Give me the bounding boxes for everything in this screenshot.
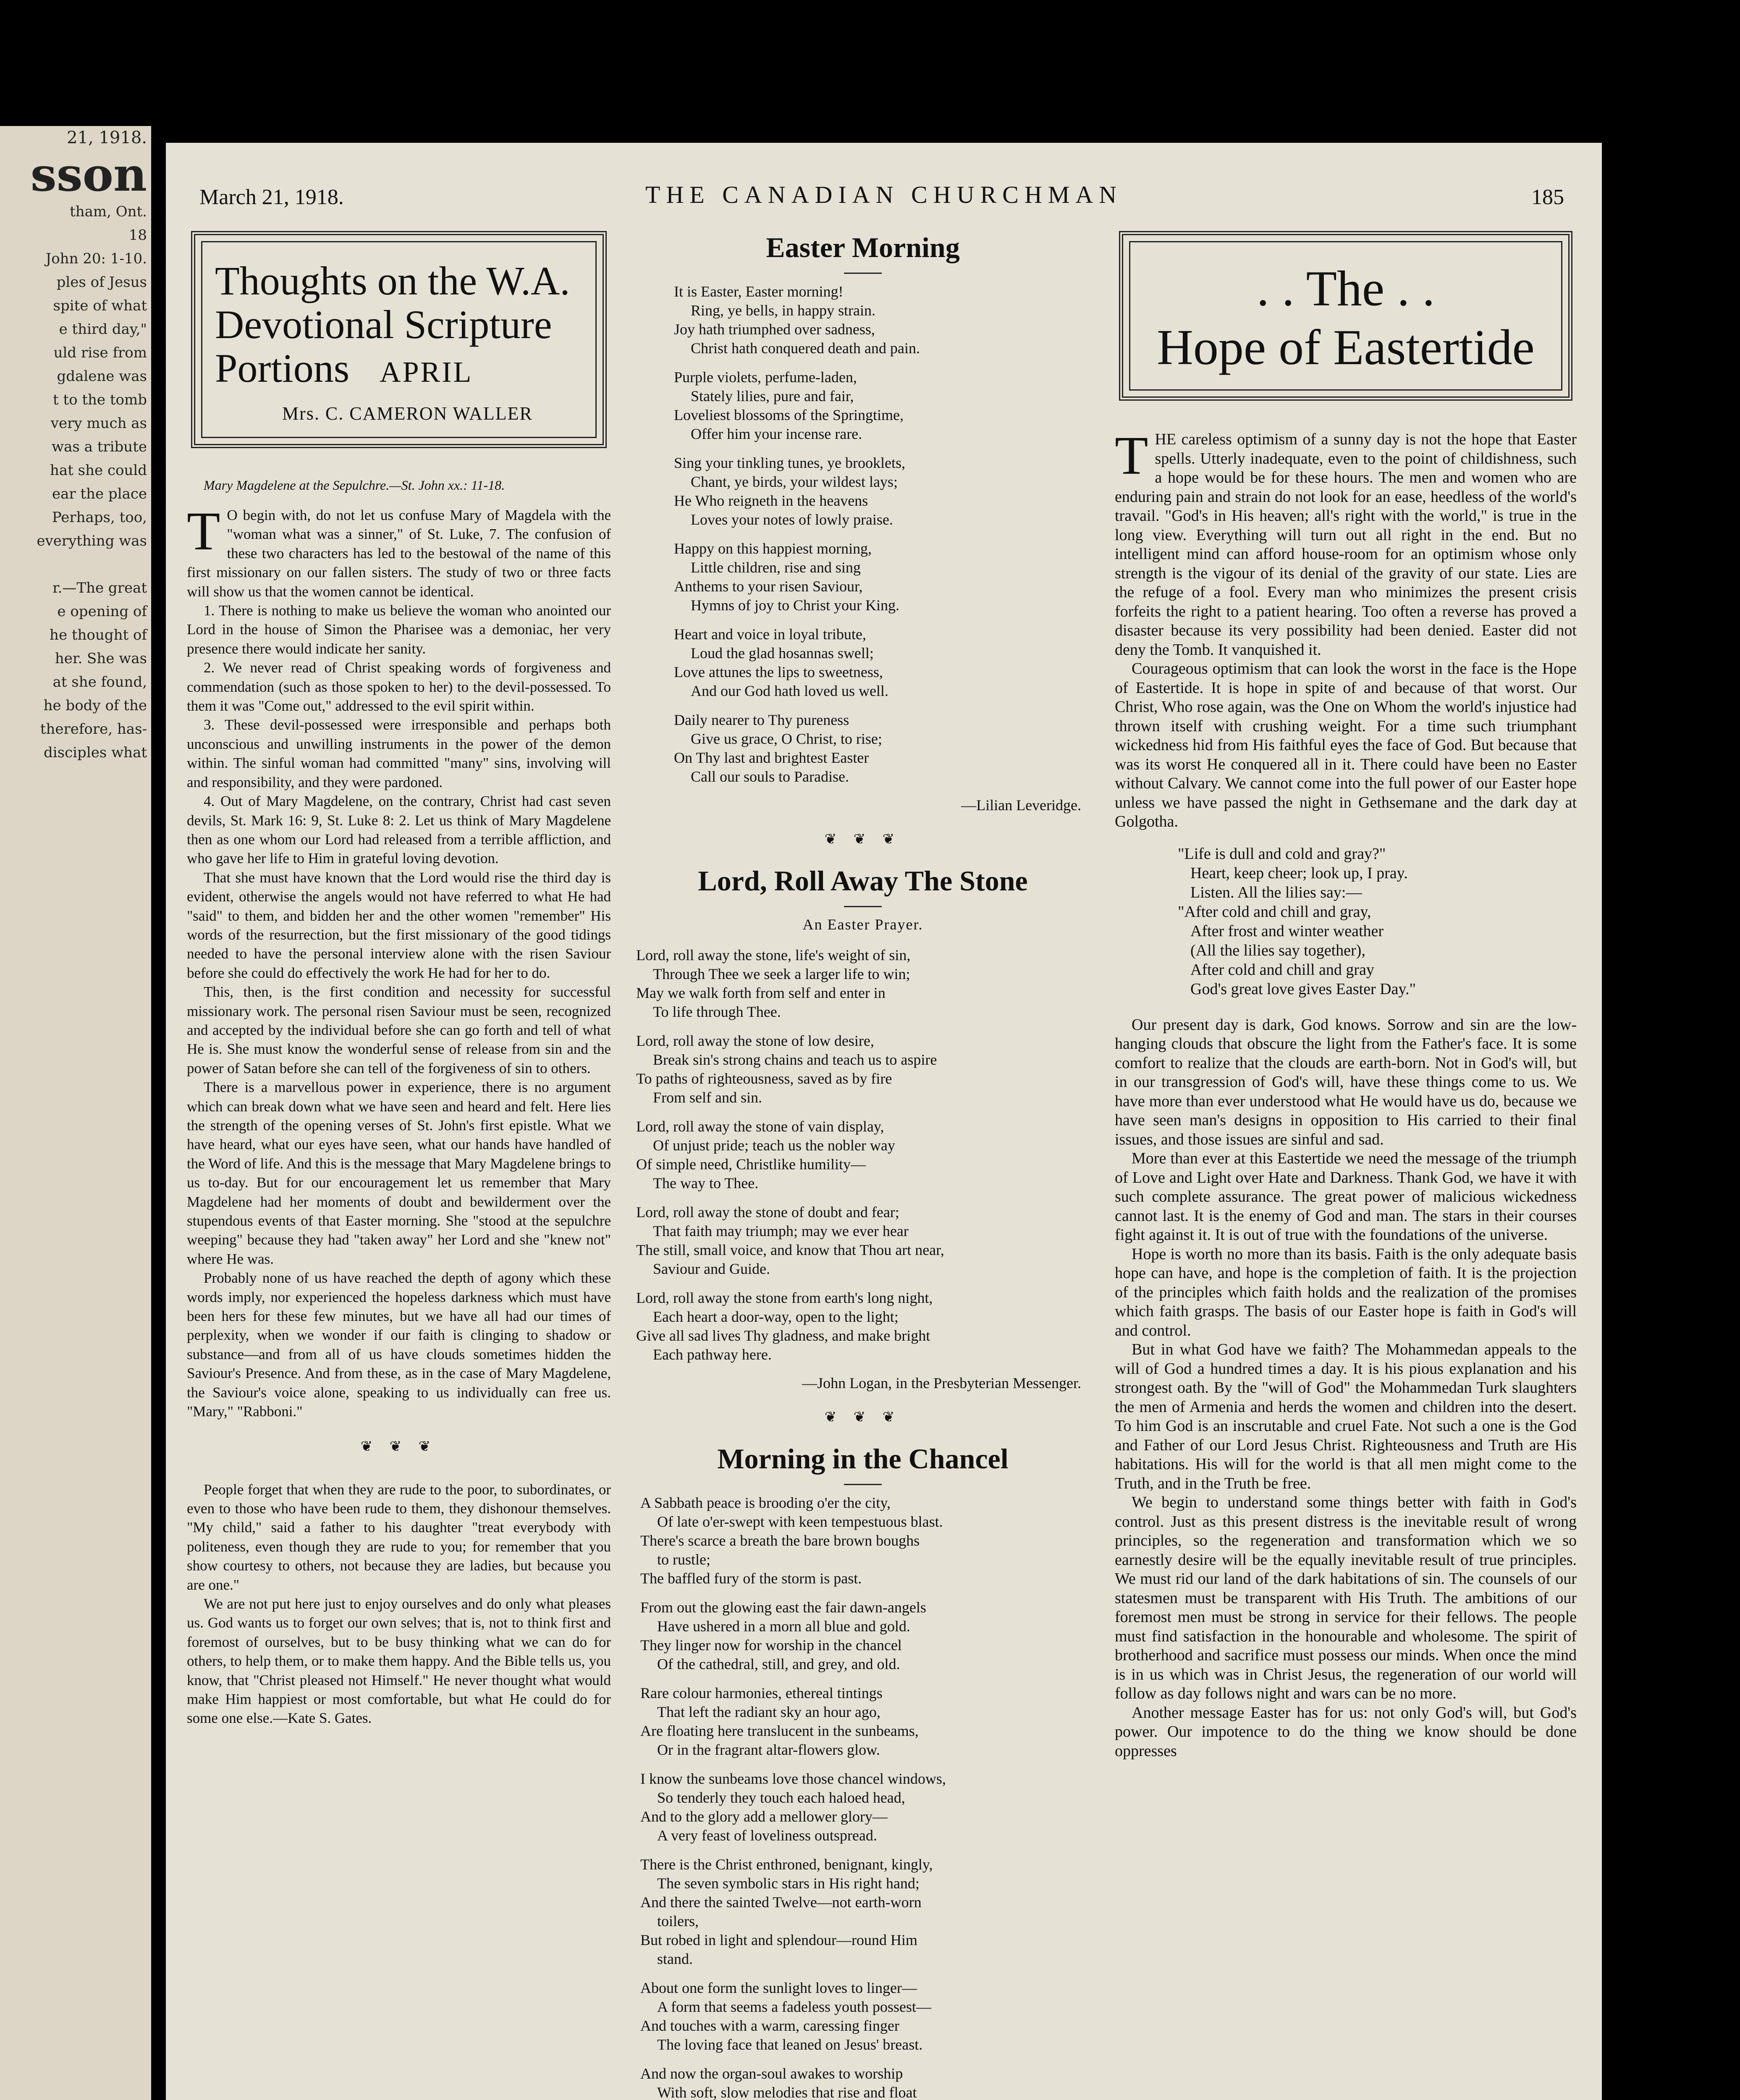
paragraph: Courageous optimism that can look the worst in the face is the Hope of Eastertide. It is hope in spite of and because of that worst. Our Christ, Who rose again, was the One on Whom the world's injustice had thrown itself with crushing weight. For a time such triumphant wickedness hid from His faithful eyes the face of God. But because that was its worst He conquered all in it. There could have been no Easter without Calvary. We cannot come into the full power of our Easter hope unless we have passed the night in Gethsemane and the dark day at Golgotha.: [1115, 660, 1577, 830]
poem-line: Offer him your incense rare.: [691, 425, 862, 442]
poem-line: Break sin's strong chains and teach us to aspire: [653, 1051, 937, 1068]
spine-line: was a tribute: [52, 438, 147, 455]
poem-line: From self and sin.: [653, 1089, 762, 1106]
spine-line: very much as: [50, 415, 147, 432]
poem-line: On Thy last and brightest Easter: [674, 749, 869, 766]
poem-line: Daily nearer to Thy pureness: [674, 711, 849, 728]
poem-line: To life through Thee.: [653, 1003, 781, 1020]
spine-line: e third day,": [59, 321, 147, 338]
quote-line: God's great love gives Easter Day.": [1190, 980, 1416, 998]
spine-line: at she found,: [52, 674, 147, 690]
poem-line: There is the Christ enthroned, benignant, kingly,: [640, 1856, 933, 1873]
poem-stanza: [674, 368, 1090, 444]
poem-line: With soft, slow melodies that rise and float: [657, 2084, 917, 2100]
paragraph: This, then, is the first condition and necessity for successful missionary work. The personal risen Saviour must be seen, recognized and accepted by the individual before she can go forth and tell of what He is. She must know the wonderful sense of release from sin and the power of Satan before she can tell of the forgiveness of sin to others.: [187, 984, 611, 1076]
wa-subhead: Mary Magdelene at the Sepulchre.—St. John xx.: 11-18.: [204, 478, 505, 493]
issue-date: March 21, 1918.: [199, 185, 344, 209]
poem-chancel: [640, 1494, 1090, 2100]
poem-line: Are floating here translucent in the sunbeams,: [640, 1722, 919, 1739]
middle-column: [636, 231, 1090, 2100]
quote-line: "Life is dull and cold and gray?": [1178, 845, 1386, 863]
poem-line: Loves your notes of lowly praise.: [691, 511, 893, 528]
paragraph: But in what God have we faith? The Mohammedan appeals to the will of God a hundred times a day. It is his pious explanation and his strongest oath. By the "will of God" the Mohammedan Turk slaughters the men of Armenia and herds the women and children into the desert. To him God is an inscrutable and cruel Fate. Not such a one is the God and Father of our Lord Jesus Christ. Righteousness and Truth are His habitations. His will for the world is that all men might come to the Truth, and in the Truth be free.: [1115, 1341, 1577, 1492]
poem-attribution: —John Logan, in the Presbyterian Messenger.: [802, 1375, 1081, 1391]
wa-article-body: [187, 501, 611, 1421]
poem-line: The baffled fury of the storm is past.: [640, 1570, 862, 1587]
poem-line: Love attunes the lips to sweetness,: [674, 664, 883, 680]
left-column: [187, 231, 611, 1728]
poem-line: But robed in light and splendour—round Him: [640, 1932, 917, 1948]
poem-line: I know the sunbeams love those chancel windows,: [640, 1770, 946, 1787]
poem-line: Of unjust pride; teach us the nobler way: [653, 1137, 895, 1154]
hope-quote: [1178, 844, 1577, 999]
paragraph: HE careless optimism of a sunny day is not the hope that Easter spells. Utterly inadequate, even to the point of childishness, such a hope would be for these hours. The men and women who are enduring pain and strain do not look for an ease, heedless of the world's travail. "God's in His heaven; all's right with the world," is true in the long view. Everything will turn out all right in the end. But no intelligent mind can afford house-room for an optimism whose only strength is the vigour of its denial of the gravity of our state. Lies are the refuge of a fool. Every man who minimizes the present crisis forfeits the right to a patient hearing. Too often a reverse has proved a disaster because its very possibility had been denied. Easter did not deny the Tomb. It vanquished it.: [1115, 430, 1577, 659]
poem-line: Lord, roll away the stone of vain display,: [636, 1118, 884, 1135]
spine-date: 21, 1918.: [67, 128, 147, 147]
newspaper-page: [166, 143, 1602, 2100]
spine-line: r.—The great: [52, 580, 147, 596]
paragraph: 4. Out of Mary Magdelene, on the contrary, Christ had cast seven devils, St. Mark 16: 9, St. Luke 8: 2. Let us think of Mary Magdelene then as one whom our Lord had released from a terrible affliction, and who gave her life to Him in grateful loving devotion.: [187, 793, 611, 867]
poem-line: Heart and voice in loyal tribute,: [674, 626, 866, 643]
spine-line: ear the place: [52, 486, 147, 502]
poem-line: Or in the fragrant altar-flowers glow.: [657, 1741, 880, 1758]
paragraph: O begin with, do not let us confuse Mary of Magdela with the "woman what was a sinner," of St. Luke, 7. The confusion of these two characters has led to the bestowal of the name of this first missionary on our fallen sisters. The study of two or three facts will show us that the women cannot be identical.: [187, 507, 611, 600]
quote-line: "After cold and chill and gray,: [1178, 903, 1371, 921]
poem-stanza: [640, 1684, 1090, 1759]
spine-text: [0, 126, 147, 764]
poem-line: Loud the glad hosannas swell;: [691, 645, 874, 662]
wa-title: Thoughts on the W.A. Devotional Scripture Portions APRIL: [215, 258, 570, 391]
title-rule: [844, 906, 882, 907]
poem-line: Hymns of joy to Christ your King.: [691, 597, 900, 614]
page-header: [166, 181, 1602, 214]
poem-line: From out the glowing east the fair dawn-angels: [640, 1599, 926, 1616]
poem-line: They linger now for worship in the chancel: [640, 1637, 902, 1654]
poem-stanza: [636, 1203, 1090, 1278]
poem-stanza: [640, 2064, 1090, 2100]
publication-title: THE CANADIAN CHURCHMAN: [645, 181, 1123, 208]
paragraph: More than ever at this Eastertide we need the message of the triumph of Love and Light over Hate and Darkness. Thank God, we have it with such complete assurance. The great power of malicious wickedness cannot last. It is the enemy of God and man. The stars in their courses fight against it. It is out of true with the foundations of the universe.: [1115, 1150, 1577, 1244]
poem-line: It is Easter, Easter morning!: [674, 283, 844, 300]
poem-title-chancel: Morning in the Chancel: [717, 1443, 1009, 1475]
ornament-divider: ❦ ❦ ❦: [360, 1438, 438, 1454]
poem-line: He Who reigneth in the heavens: [674, 492, 868, 509]
spine-line: disciples what: [44, 744, 147, 761]
poem-line: To paths of righteousness, saved as by fire: [636, 1070, 892, 1087]
poem-stanza: [636, 946, 1090, 1021]
paragraph: 2. We never read of Christ speaking words of forgiveness and commendation (such as those spoken to her) to the devil-possessed. To them it was "Come out," addressed to the evil spirit within.: [187, 659, 611, 714]
quote-line: Listen. All the lilies say:—: [1190, 883, 1362, 901]
spine-line: 18: [128, 227, 147, 244]
spine-line: her. She was: [55, 650, 147, 667]
quote-line: Heart, keep cheer; look up, I pray.: [1190, 864, 1408, 882]
poem-line: Call our souls to Paradise.: [691, 768, 849, 785]
poem-line: Of simple need, Christlike humility—: [636, 1156, 866, 1173]
page-number: 185: [1531, 185, 1564, 209]
spine-line: [0, 553, 147, 576]
poem-line: May we walk forth from self and enter in: [636, 984, 886, 1001]
spine-line: t to the tomb: [52, 391, 147, 408]
spine-lines: [0, 200, 147, 764]
poem-stanza: [640, 1979, 1090, 2054]
poem-line: Give us grace, O Christ, to rise;: [691, 730, 882, 747]
previous-page-spine: [0, 126, 151, 2100]
paragraph: There is a marvellous power in experience, there is no argument which can break down what we have seen and heard and felt. Here lies the strength of the opening verses of St. John's first epistle. What we have heard, what our eyes have seen, what our hands have handled of the Word of life. And this is the message that Mary Magdelene brings to us to-day. But for our encouragement let us remember that Mary Magdelene had her moments of doubt and bewilderment over the stupendous events of that Easter morning. She "stood at the sepulchre weeping" because they had "taken away" her Lord and she "knew not" where He was.: [187, 1079, 611, 1267]
poem-line: Anthems to your risen Saviour,: [674, 578, 863, 595]
poem-line: Each pathway here.: [653, 1346, 772, 1363]
wa-title-box: [191, 231, 607, 448]
spine-heading: sson: [30, 147, 147, 202]
paragraph: We are not put here just to enjoy ourselves and do only what pleases us. God wants us to forget our own selves; that is, not to think first and foremost of ourselves, but to be busy thinking what we can do for others, to help them, or to make them happy. And the Bible tells us, you know, that "Christ pleased not Himself." He never thought what would make Him happiest or most comfortable, but what He could do for some one else.—Kate S. Gates.: [187, 1595, 611, 1727]
poem-line: The loving face that leaned on Jesus' breast.: [657, 2036, 923, 2053]
spine-line: therefore, has-: [40, 721, 147, 738]
poem-line: So tenderly they touch each haloed head,: [657, 1789, 905, 1806]
poem-line: The seven symbolic stars in His right hand;: [657, 1875, 920, 1892]
hope-title-box: [1119, 231, 1572, 401]
hope-article-body: [1115, 425, 1577, 832]
poem-line: The still, small voice, and know that Thou art near,: [636, 1242, 944, 1258]
poem-stanza: [640, 1598, 1090, 1674]
poem-line: That left the radiant sky an hour ago,: [657, 1704, 880, 1720]
spine-line: spite of what: [53, 297, 147, 314]
poem-title-easter-morning: Easter Morning: [766, 231, 960, 263]
hope-article-body-continued: [1115, 1016, 1577, 1761]
ornament-divider: ❦ ❦ ❦: [824, 832, 901, 847]
poem-stanza: [674, 625, 1090, 701]
poem-title-roll-away: Lord, Roll Away The Stone: [698, 865, 1028, 897]
poem-line: Saviour and Guide.: [653, 1260, 770, 1277]
poem-easter-morning: [674, 282, 1090, 786]
poem-line: A form that seems a fadeless youth possest—: [657, 1998, 931, 2015]
spine-line: tham, Ont.: [70, 203, 147, 220]
gates-article-body: [187, 1480, 611, 1728]
right-column: [1115, 231, 1577, 1761]
spine-line: Perhaps, too,: [52, 509, 147, 526]
wa-month: APRIL: [380, 356, 473, 388]
poem-stanza: [636, 1289, 1090, 1364]
poem-line: Purple violets, perfume-laden,: [674, 369, 857, 386]
paragraph: 1. There is nothing to make us believe the woman who anointed our Lord in the house of Simon the Pharisee was a demoniac, her very presence there would indicate her sanity.: [187, 602, 611, 657]
spine-line: John 20: 1-10.: [45, 250, 147, 267]
poem-line: A Sabbath peace is brooding o'er the city,: [640, 1494, 891, 1511]
poem-line: Happy on this happiest morning,: [674, 540, 872, 557]
wa-author: Mrs. C. CAMERON WALLER: [282, 403, 533, 424]
paragraph: Probably none of us have reached the depth of agony which these words imply, nor experienced the hopeless darkness which must have been hers for these few minutes, but we have all had our times of perplexity, when we wonder if our faith is clinging to shadow or substance—and from all of us have clouds sometimes hidden the Saviour's Presence. And from these, as in the case of Mary Magdelene, the Saviour's voice alone, speaking to us individually can free us. "Mary," "Rabboni.": [187, 1270, 611, 1420]
poem-stanza: [640, 1855, 1090, 1969]
spine-line: hat she could: [50, 462, 147, 479]
poem-line: Christ hath conquered death and pain.: [691, 340, 920, 357]
poem-line: Give all sad lives Thy gladness, and make bright: [636, 1327, 930, 1344]
poem-stanza: [674, 454, 1090, 529]
poem-line: Lord, roll away the stone of low desire,: [636, 1032, 874, 1049]
poem-stanza: [640, 1769, 1090, 1845]
hope-title: . . The . . Hope of Eastertide: [1157, 260, 1535, 375]
poem-line: The way to Thee.: [653, 1175, 759, 1192]
spine-line: uld rise from: [53, 344, 147, 361]
poem-stanza: [636, 1032, 1090, 1107]
poem-line: Loveliest blossoms of the Springtime,: [674, 407, 904, 423]
poem-line: Sing your tinkling tunes, ye brooklets,: [674, 454, 905, 471]
poem-line: Lord, roll away the stone of doubt and fear;: [636, 1204, 899, 1221]
poem-line: And touches with a warm, caressing finger: [640, 2017, 899, 2034]
spine-line: everything was: [37, 533, 147, 549]
poem-roll-away: [636, 946, 1090, 1364]
poem-line: Ring, ye bells, in happy strain.: [691, 302, 875, 319]
poem-stanza: [674, 539, 1090, 615]
poem-line: There's scarce a breath the bare brown boughs: [640, 1532, 920, 1549]
paragraph: People forget that when they are rude to the poor, to subordinates, or even to those who have been rude to them, they dishonour themselves. "My child," said a father to his daughter "treat everybody with politeness, even though they are rude to you; for remember that you show courtesy to others, not because they are ladies, but because you are one.": [187, 1481, 611, 1593]
spine-line: gdalene was: [57, 368, 147, 385]
poem-line: And to the glory add a mellower glory—: [640, 1808, 888, 1825]
poem-line: Lord, roll away the stone from earth's long night,: [636, 1289, 933, 1306]
poem-line: toilers,: [657, 1913, 699, 1929]
poem-stanza: [640, 1494, 1090, 1588]
poem-line: Little children, rise and sing: [691, 559, 861, 576]
poem-stanza: [674, 711, 1090, 786]
paragraph: Another message Easter has for us: not only God's will, but God's power. Our impotence to do the thing we know should be done oppresses: [1115, 1704, 1577, 1760]
poem-line: stand.: [657, 1950, 693, 1967]
poem-stanza: [674, 282, 1090, 358]
quote-line: (All the lilies say together),: [1190, 941, 1365, 959]
poem-attribution: —Lilian Leveridge.: [961, 797, 1081, 814]
poem-line: A very feast of loveliness outspread.: [657, 1827, 877, 1844]
spine-line: ples of Jesus: [56, 274, 147, 291]
paragraph: 3. These devil-possessed were irresponsible and perhaps both unconscious and unwilling instruments in the power of the demon within. The sinful woman had committed "many" sins, involving will and responsibility, and they were pardoned.: [187, 717, 611, 790]
paragraph: That she must have known that the Lord would rise the third day is evident, otherwise the angels would not have referred to what He had "said" to them, and bidden her and the other women "remember" His words of the resurrection, but the first missionary of the good tidings needed to have the personal interview alone with the risen Saviour before she could do effectively the work He had for her to do.: [187, 869, 611, 981]
poem-line: Of the cathedral, still, and grey, and old.: [657, 1656, 900, 1672]
quote-line: After cold and chill and gray: [1190, 961, 1374, 979]
drop-cap: T: [187, 501, 220, 562]
spine-line: e opening of: [57, 603, 147, 620]
ornament-divider: ❦ ❦ ❦: [824, 1410, 901, 1425]
spine-line: he thought of: [50, 627, 147, 643]
poem-line: Lord, roll away the stone, life's weight of sin,: [636, 947, 911, 963]
poem-line: Of late o'er-swept with keen tempestuous blast.: [657, 1513, 943, 1530]
poem-line: And now the organ-soul awakes to worship: [640, 2065, 903, 2082]
poem-line: Stately lilies, pure and fair,: [691, 388, 854, 404]
poem-line: Have ushered in a morn all blue and gold.: [657, 1618, 910, 1635]
poem-stanza: [636, 1117, 1090, 1193]
poem-line: About one form the sunlight loves to linger—: [640, 1979, 917, 1996]
paragraph: Hope is worth no more than its basis. Faith is the only adequate basis hope can have, and hope is the completion of faith. It is the projection of the principles which faith holds and the realization of the promises which faith grasps. The basis of our Easter hope is faith in God's will and control.: [1115, 1245, 1577, 1339]
title-rule: [844, 1484, 882, 1485]
paragraph: We begin to understand some things better with faith in God's control. Just as this present distress is the inevitable result of wrong principles, so the regeneration and transformation which we so earnestly desire will be the equally inevitable result of true principles. We must rid our land of the dark habitations of sin. The counsels of our statesmen must be transparent with His Truth. The ambitions of our foremost men must be strong in service for their fellows. The people must find satisfaction in the honourable and wholesome. The spirit of brotherhood and sacrifice must possess our minds. When once the mind is in us which was in Christ Jesus, the regeneration of our world will follow as day follows night and wars can be no more.: [1115, 1494, 1577, 1702]
poem-line: Each heart a door-way, open to the light;: [653, 1308, 899, 1325]
poem-line: Chant, ye birds, your wildest lays;: [691, 473, 898, 490]
poem-line: And there the sainted Twelve—not earth-worn: [640, 1894, 922, 1911]
poem-line: That faith may triumph; may we ever hear: [653, 1223, 909, 1239]
poem-line: Rare colour harmonies, ethereal tintings: [640, 1685, 883, 1701]
paragraph: Our present day is dark, God knows. Sorrow and sin are the low-hanging clouds that obscure the light from the Father's face. It is some comfort to realize that the clouds are earth-born. Not in God's will, but in our transgression of God's will, have these things come to us. We have more than ever understood what He would have us do, because we have seen man's designs in opposition to His carried to their final issues, and those issues are sinful and sad.: [1115, 1016, 1577, 1148]
quote-line: After frost and winter weather: [1190, 922, 1384, 940]
title-rule: [844, 273, 882, 274]
poem-line: to rustle;: [657, 1551, 710, 1568]
drop-cap: T: [1115, 425, 1148, 486]
poem-line: And our God hath loved us well.: [691, 682, 888, 699]
poem-line: Joy hath triumphed over sadness,: [674, 321, 875, 338]
poem-line: Through Thee we seek a larger life to win;: [653, 966, 910, 982]
spine-line: he body of the: [43, 697, 147, 714]
poem-subtitle: An Easter Prayer.: [802, 916, 923, 933]
